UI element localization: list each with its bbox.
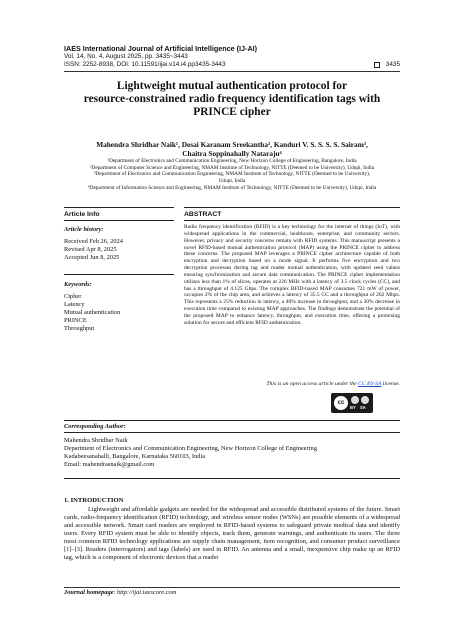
share-alike-icon [361,396,369,404]
open-access-note [184,381,400,387]
by-label: BY [350,405,356,410]
article-info-label: Article Info [64,211,100,218]
history-item: Accepted Jun 8, 2025 [64,254,120,262]
footer-separator: : [113,589,117,596]
keyword: Mutual authentication [64,309,121,317]
keyword: Throughput [64,325,95,333]
keyword: Latency [64,301,85,309]
corresponding-email: Email: mahendrasnaik@gmail.com [64,461,155,469]
footer [64,589,176,596]
abstract-top-rule [184,207,400,208]
history-item: Revised Apr 8, 2025 [64,246,117,254]
footer-label: Journal homepage [64,589,114,596]
corresponding-heading: Corresponding Author: [64,423,126,430]
corresponding-line: Mahendra Shridhar Naik [64,437,128,444]
title-line: Lightweight mutual authentication protocol for [116,80,348,92]
checkbox-square-icon [374,62,380,68]
corresponding-line: Kadabeesanahalli, Bangalore, Karnataka 560103, India [64,453,206,461]
open-access-suffix: license. [381,381,400,387]
article-history [64,226,174,262]
corresponding-line: Department of Electronics and Communication Engineering, New Horizon College of Engineering [64,445,317,453]
history-heading: Article history: [64,226,104,233]
introduction-heading: 1. INTRODUCTION [64,497,124,504]
history-item: Received Feb 26, 2024 [64,238,123,245]
keyword: Cipher [64,293,82,300]
paper-title [64,80,400,120]
history-rule [64,274,174,275]
issn-row [64,61,400,69]
title-line: resource-constrained radio frequency identification tags with [83,93,381,106]
corresponding-bottom-rule [64,478,400,479]
page-number-group [374,61,400,69]
header-rule [64,71,400,72]
keywords-heading: Keywords: [64,281,92,288]
sa-label: SA [360,405,366,410]
article-info-top-rule [64,207,174,208]
abstract-text: Radio frequency identification (RFID) is a key technology for the internet of things (IoT), with widespread applications in the commercial, healthcare, enterprise, and community sectors. However, privacy and security concerns remain with RFID systems. This manuscript presents a novel RFID-based mutual authentication protocol (MAP) using the PRINCE cipher to address these concerns. The proposed MAP leverages a PRINCE cipher architecture capable of both encryption and decryption based on a mode signal. It performs five encryption and two decryption processes during tag and reader mutual authentication, with updated seed values ensuring synchronization and secure data communication. The PRINCE cipher implementation utilizes less than 1% of slices, operates at 226 MHz with a latency of 3.5 clock cycles (CC), and has a throughput of 4.125 Gbps. The complex RFID-based MAP consumes 721 mW of power, occupies 2% of the chip area, and achieves a latency of 35.5 CC and a throughput of 262 Mbps. This represents a 25% reduction in latency, a 40% increase in throughput, and a 30% decrease in execution time compared to existing MAP approaches. The findings demonstrate the potential of the proposed MAP to enhance latency, throughput, and execution time, offering a promising solution for secure and efficient RFID authentication. [184,224,400,326]
journal-issn: ISSN: 2252-8938, DOI: 10.11591/ijai.v14.i4.pp3435-3443 [64,61,226,68]
affiliation: Udupi, India [218,178,246,185]
journal-header [64,44,400,69]
cc-logo-icon: cc [334,396,348,410]
footer-rule [64,587,400,588]
journal-name: IAES International Journal of Artificial Intelligence (IJ-AI) [64,44,258,53]
corresponding-top-rule [64,420,400,421]
abstract-label: ABSTRACT [184,211,222,218]
corresponding-author [64,437,400,469]
keyword: PRINCE [64,317,87,325]
affiliation: ⁴Department of Information Science and Engineering, NMAM Institute of Technology, NITTE (Deemed to be University), Udupi, India [87,184,377,191]
journal-homepage-link[interactable]: http://ijai.iaescore.com [116,589,177,596]
title-line: PRINCE cipher [193,106,271,119]
authors-line: Chaitra Soppinahally Nataraju⁴ [182,149,282,158]
affiliation: ¹Department of Electronics and Communication Engineering, New Horizon College of Engineering, Bangalore, India [107,158,357,164]
cc-by-sa-badge-icon[interactable] [331,393,373,413]
keywords [64,281,174,333]
introduction-text: Lightweight and affordable gadgets are needed for the widespread and accessible distributed systems of the future. Smart cards, radio-frequency identification (RFID) technology, and wireless sensor nodes (WSNs) are possible elements of a widespread and accessible network. Smart card readers are employed in RFID-based systems to safeguard private medical data and identify users. Every RFID system must be able to identify objects, track them, generate warnings, and authenticate its users. The three most common RFID technology applications are supply chain management, item recognition, and consumer product surveillance [1]–[3]. Readers (interrogators) and tags (labels) are used in RFID. An antenna and a small, inexpensive chip make up an RFID tag, which is a component of electronic devices that a reader [64,506,400,561]
page-number: 3435 [385,61,400,68]
article-info-rule [64,220,174,221]
abstract-rule [184,220,400,221]
affiliation: ²Department of Computer Science and Engineering, NMAM Institute of Technology, NITTE (Deemed to be University), Udupi, India [89,164,375,171]
affiliations [64,158,400,192]
corresponding-rule [64,432,400,433]
journal-volume: Vol. 14, No. 4, August 2025, pp. 3435~3443 [64,53,188,60]
person-icon [351,396,359,404]
open-access-prefix: This is an open access article under the [266,381,359,387]
authors [64,140,400,158]
affiliation: ³Department of Electronics and Communication Engineering, NMAM Institute of Technology, NITTE (Deemed to be University), [93,171,371,178]
license-link[interactable]: CC BY-SA [358,381,382,387]
authors-line: Mahendra Shridhar Naik¹, Desai Karanam Sreekantha², Kanduri V. S. S. S. S. Sairam³, [96,140,368,149]
corresponding-heading-block [64,423,400,431]
